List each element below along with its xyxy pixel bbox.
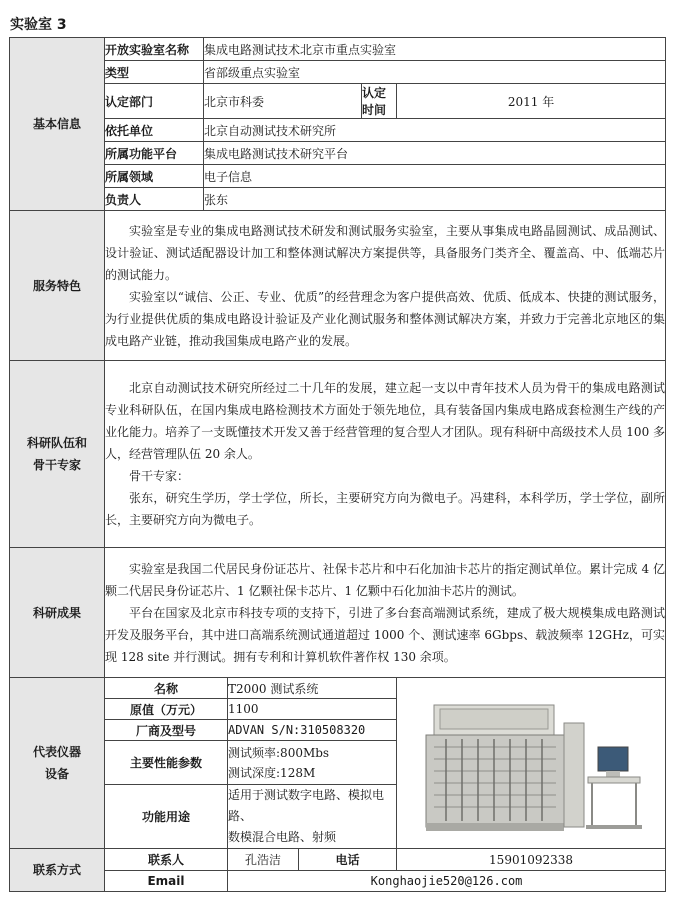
instrument-spec-value [228,741,397,785]
instrument-price-label: 原值（万元） [105,699,228,720]
spec-line: 测试频率:800Mbs [228,745,330,760]
usage-line: 数模混合电路、射频 [228,830,337,844]
instrument-name-value: T2000 测试系统 [228,678,397,699]
usage-line: 适用于测试数字电路、模拟电路、 [228,788,385,823]
contact-row [10,849,666,871]
host-value: 北京自动测试技术研究所 [204,119,666,142]
section-instrument-line1: 代表仪器 [32,745,81,759]
team-paragraph: 张东，研究生学历，学士学位，所长，主要研究方向为微电子。冯建科，本科学历，学士学位，副所长，主要研究方向为微电子。 [105,491,666,527]
type-value: 省部级重点实验室 [204,61,666,84]
owner-label: 负责人 [105,188,204,211]
date-label: 认定时间 [362,84,397,119]
team-paragraph: 骨干专家： [129,469,190,483]
field-label: 所属领域 [105,165,204,188]
section-instrument [10,678,105,849]
basic-row [10,119,666,142]
team-text [105,361,666,548]
basic-row [10,61,666,84]
contact-person-value: 孔浩洁 [228,849,299,871]
platform-label: 所属功能平台 [105,142,204,165]
results-paragraph: 平台在国家及北京市科技专项的支持下，引进了多台套高端测试系统，建成了极大规模集成电路测试开发及服务平台，其中进口高端系统测试通道超过 1000 个、测试速率 6Gbps、载波频率 12GHz，可实现 128 site 并行测试。拥有专利和计算机软件著作权 130 余项。 [105,605,666,664]
section-team-line2: 骨干专家 [32,458,81,472]
section-service: 服务特色 [10,211,105,361]
basic-row [10,84,666,119]
basic-row [10,142,666,165]
lab-name-value: 集成电路测试技术北京市重点实验室 [204,38,666,61]
section-results: 科研成果 [10,548,105,678]
platform-value: 集成电路测试技术研究平台 [204,142,666,165]
team-row [10,361,666,548]
service-text [105,211,666,361]
section-team [10,361,105,548]
instrument-usage-label: 功能用途 [105,785,228,849]
team-paragraph: 北京自动测试技术研究所经过二十几年的发展，建立起一支以中青年技术人员为骨干的集成电路测试专业科研队伍，在国内集成电路检测技术方面处于领先地位，具有装备国内集成电路成套检测生产线的产业化能力。培养了一支既懂技术开发又善于经营管理的复合型人才团队。现有科研中高级技术人员 100 多人，经营管理队伍 20 余人。 [105,381,666,461]
service-row [10,211,666,361]
owner-value: 张东 [204,188,666,211]
section-team-line1: 科研队伍和 [26,436,87,450]
basic-row [10,188,666,211]
spec-line: 测试深度:128M [228,765,316,780]
service-paragraph: 实验室以“诚信、公正、专业、优质”的经营理念为客户提供高效、优质、低成本、快捷的测试服务，为行业提供优质的集成电路设计验证及产业化测试服务和整体测试解决方案，并致力于完善北京地区的集成电路产业链，推动我国集成电路产业的发展。 [105,289,666,348]
results-row [10,548,666,678]
instrument-usage-value [228,785,397,849]
instrument-price-value: 1100 [228,699,397,720]
email-value: Konghaojie520@126.com [228,871,666,892]
tester-equipment-image [416,687,646,837]
instrument-vendor-label: 厂商及型号 [105,720,228,741]
host-label: 依托单位 [105,119,204,142]
page-heading: 实验室 3 [10,17,67,33]
instrument-vendor-value: ADVAN S/N:310508320 [228,720,397,741]
lab-info-table [9,37,666,892]
lab-name-label: 开放实验室名称 [105,38,204,61]
service-paragraph: 实验室是专业的集成电路测试技术研发和测试服务实验室，主要从事集成电路晶圆测试、成品测试、设计验证、测试适配器设计加工和整体测试解决方案提供等，具备服务门类齐全、覆盖高、中、低端芯片的测试能力。 [105,223,666,282]
section-instrument-line2: 设备 [44,767,69,781]
field-value: 电子信息 [204,165,666,188]
instrument-photo-cell [397,678,666,849]
instrument-row [10,678,666,699]
phone-label: 电话 [299,849,397,871]
date-value: 2011 年 [397,84,666,119]
results-paragraph: 实验室是我国二代居民身份证芯片、社保卡芯片和中石化加油卡芯片的指定测试单位。累计完成 4 亿颗二代居民身份证芯片、1 亿颗社保卡芯片、1 亿颗中石化加油卡芯片的测试。 [105,561,666,598]
contact-person-label: 联系人 [105,849,228,871]
instrument-name-label: 名称 [105,678,228,699]
basic-row [10,165,666,188]
phone-value: 15901092338 [397,849,666,871]
instrument-spec-label: 主要性能参数 [105,741,228,785]
type-label: 类型 [105,61,204,84]
dept-value: 北京市科委 [204,84,362,119]
results-text [105,548,666,678]
basic-row [10,38,666,61]
dept-label: 认定部门 [105,84,204,119]
section-contact: 联系方式 [10,849,105,892]
section-basic-info: 基本信息 [10,38,105,211]
email-label: Email [105,871,228,892]
contact-row [10,871,666,892]
